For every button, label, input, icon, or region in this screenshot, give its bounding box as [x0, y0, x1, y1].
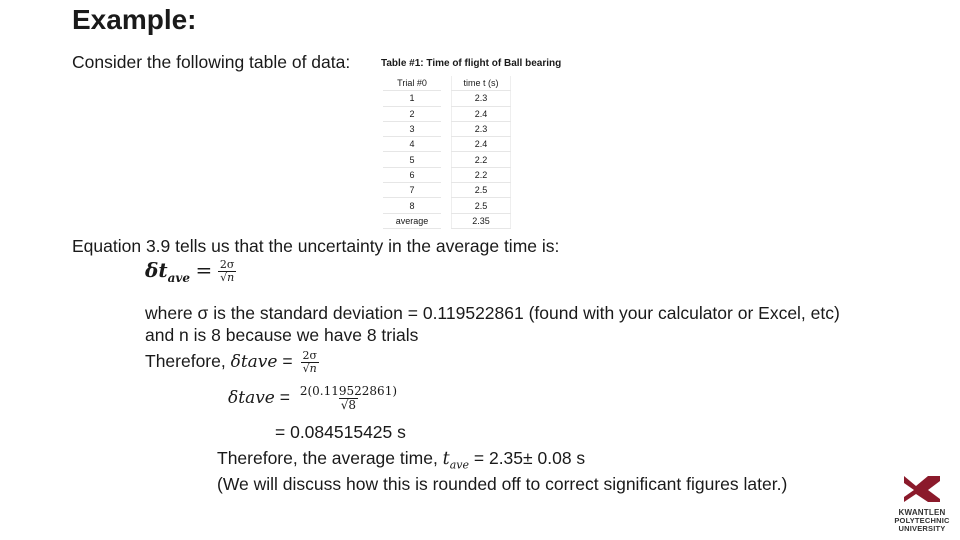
logo-line-1: KWANTLEN: [898, 508, 946, 517]
formula-t: t: [158, 258, 168, 282]
therefore-numerator: 2σ: [302, 349, 317, 362]
formula-fraction: [218, 259, 237, 284]
formula-delta: δ: [145, 258, 159, 282]
therefore-equals: =: [277, 351, 293, 372]
cell-spacer: [441, 198, 452, 213]
cell-time: 2.5: [452, 198, 511, 213]
final-var: t: [442, 449, 450, 469]
final-line: [217, 448, 585, 472]
table-row: [383, 198, 511, 213]
slide-title: Example:: [72, 4, 197, 35]
cell-trial: average: [383, 213, 441, 228]
formula-denominator: √n: [220, 271, 235, 285]
cell-trial: 1: [383, 91, 441, 106]
cell-trial: 6: [383, 167, 441, 182]
cell-time: 2.2: [452, 167, 511, 182]
cell-trial: 8: [383, 198, 441, 213]
substitution-numerator: 2(0.119522861): [299, 384, 398, 398]
cell-spacer: [441, 76, 452, 91]
cell-time: 2.5: [452, 183, 511, 198]
cell-trial: 4: [383, 137, 441, 152]
final-suffix: = 2.35± 0.08 s: [469, 448, 586, 468]
therefore-line: [145, 350, 319, 375]
cell-trial: 2: [383, 106, 441, 121]
cell-time: 2.2: [452, 152, 511, 167]
cell-spacer: [441, 183, 452, 198]
table-row: [383, 91, 511, 106]
cell-trial: 3: [383, 121, 441, 136]
table-row: [383, 152, 511, 167]
formula-sub: ave: [167, 271, 190, 285]
cell-spacer: [441, 121, 452, 136]
data-table: [383, 76, 511, 229]
intro-text: Consider the following table of data:: [72, 52, 351, 72]
table-row: [383, 213, 511, 228]
equation-intro: Equation 3.9 tells us that the uncertainty in the average time is:: [72, 236, 560, 256]
uncertainty-formula: [145, 258, 236, 285]
result-line: = 0.084515425 s: [275, 422, 406, 442]
logo-line-3: UNIVERSITY: [898, 524, 946, 533]
cell-trial: 7: [383, 183, 441, 198]
cell-spacer: [441, 167, 452, 182]
cell-time: 2.35: [452, 213, 511, 228]
cell-spacer: [441, 106, 452, 121]
header-trial: Trial #0: [383, 76, 441, 91]
substitution-denominator: √8: [340, 398, 357, 412]
table-row: [383, 121, 511, 136]
table-row: [383, 167, 511, 182]
cell-spacer: [441, 152, 452, 167]
logo-line-2: POLYTECHNIC: [894, 516, 950, 525]
final-sub: ave: [449, 458, 470, 472]
cell-time: 2.4: [452, 137, 511, 152]
formula-numerator: 2σ: [219, 258, 235, 272]
header-time: time t (s): [452, 76, 511, 91]
substitution-fraction: [298, 385, 399, 412]
table-row: [383, 183, 511, 198]
therefore-text: Therefore,: [145, 351, 231, 372]
note-line: (We will discuss how this is rounded off to correct significant figures later.): [217, 474, 788, 494]
table-row: [383, 137, 511, 152]
substitution-var: δtave: [228, 388, 275, 409]
n-line: and n is 8 because we have 8 trials: [145, 325, 419, 345]
therefore-var: δtave: [230, 352, 278, 373]
substitution-equals: =: [274, 387, 290, 408]
formula-equals: =: [195, 258, 213, 282]
cell-time: 2.4: [452, 106, 511, 121]
kpu-emblem-icon: [892, 474, 952, 504]
cell-time: 2.3: [452, 91, 511, 106]
therefore-fraction: [300, 350, 319, 375]
table-caption: Table #1: Time of flight of Ball bearing: [381, 58, 562, 69]
table-row: [383, 106, 511, 121]
table-header-row: [383, 76, 511, 91]
cell-spacer: [441, 213, 452, 228]
final-prefix: Therefore, the average time,: [217, 448, 443, 468]
cell-spacer: [441, 137, 452, 152]
cell-trial: 5: [383, 152, 441, 167]
therefore-denominator: √n: [302, 362, 317, 375]
cell-spacer: [441, 91, 452, 106]
kwantlen-logo: [892, 474, 952, 533]
substitution-line: [228, 385, 399, 412]
sigma-line: where σ is the standard deviation = 0.119522861 (found with your calculator or Excel, etc): [145, 303, 840, 323]
cell-time: 2.3: [452, 121, 511, 136]
